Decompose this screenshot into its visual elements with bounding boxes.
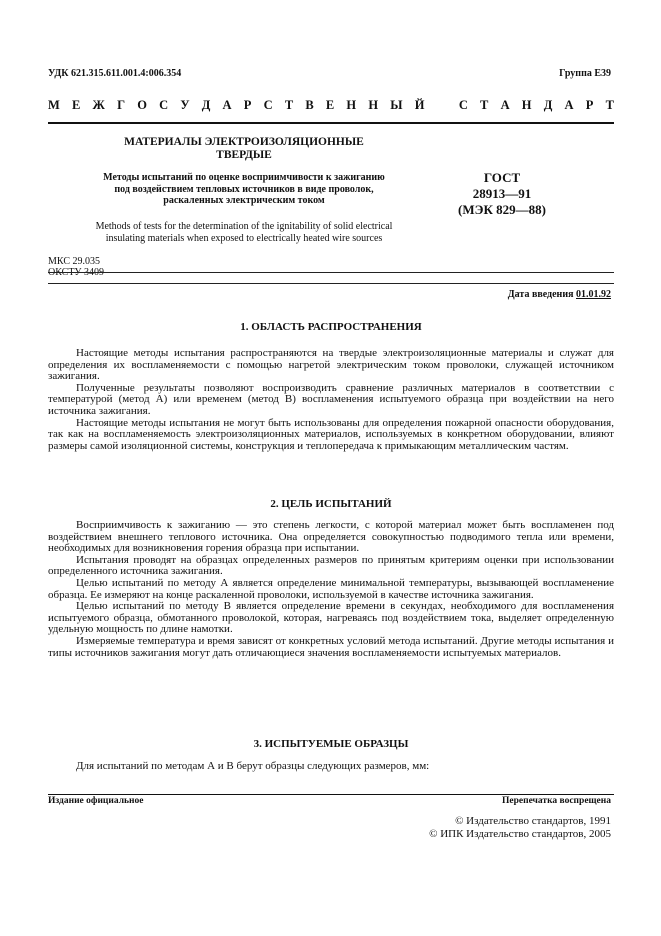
banner-letter: Н (346, 98, 357, 112)
reprint-prohibited-label: Перепечатка воспрещена (501, 796, 611, 806)
group-code: Группа Е39 (559, 68, 611, 79)
banner-letter: Й (414, 98, 425, 112)
document-title: МАТЕРИАЛЫ ЭЛЕКТРОИЗОЛЯЦИОННЫЕ ТВЕРДЫЕ (124, 136, 364, 161)
copyright-line: © Издательство стандартов, 1991 (455, 815, 611, 827)
banner-letter: С (159, 98, 169, 112)
banner-letter: Н (368, 98, 379, 112)
copyright-line: © ИПК Издательство стандартов, 2005 (429, 828, 611, 840)
gost-designation (432, 170, 572, 218)
mks-code: МКС 29.035 (48, 256, 100, 267)
banner-letter: У (180, 98, 190, 112)
banner-letter: Ы (390, 98, 403, 112)
gost-number: 28913—91 (472, 186, 532, 201)
paragraph: Для испытаний по методам А и В берут образцы следующих размеров, мм: (76, 760, 430, 772)
banner-letter: В (305, 98, 314, 112)
banner-letter (437, 98, 447, 113)
english-title: Methods of tests for the determination of the ignitability of solid electrical insulating materials when exposed to electrically heated wire sources (95, 221, 393, 244)
banner-letter: Ж (92, 98, 105, 112)
section-heading: 1. ОБЛАСТЬ РАСПРОСТРАНЕНИЯ (240, 321, 422, 333)
classification-codes (48, 256, 104, 278)
paragraph: Восприимчивость к зажиганию — это степень легкости, с которой материал может быть воспламенен под воздействием внешнего теплового источника. Она определяется совокупностью подводимого тепла или времени, необходимых для возникновения горения образца при испытании. (48, 519, 614, 555)
section-heading: 2. ЦЕЛЬ ИСПЫТАНИЙ (270, 498, 392, 510)
banner-letter: Е (72, 98, 81, 112)
banner-letter: А (564, 98, 574, 112)
header-rule (48, 122, 614, 124)
banner-letter: О (137, 98, 147, 112)
paragraph: Измеряемые температура и время зависят от конкретных условий метода испытаний. Другие методы испытания и типы источников зажигания могут дать отличающиеся значения воспламеняемости испытуемых материалов. (48, 634, 614, 659)
footer-rule (48, 794, 614, 795)
banner-letter: Д (543, 98, 553, 112)
banner-letter: Т (480, 98, 489, 112)
banner-letter: Н (521, 98, 532, 112)
banner-letter: С (263, 98, 273, 112)
banner-letter: А (222, 98, 232, 112)
official-edition-label: Издание официальное (48, 796, 144, 806)
introduction-date: Дата введения 01.01.92 (507, 289, 611, 300)
document-subtitle: Методы испытаний по оценке восприимчивости к зажиганию под воздействием тепловых источников в виде проволок, раскаленных электрическим током (103, 172, 385, 206)
gost-label: ГОСТ (483, 170, 521, 185)
paragraph: Полученные результаты позволяют воспроизводить сравнение различных материалов в соответствии с температурой (метод А) или временем (метод В) воспламенения испытуемого образца при воздействии на него источника зажигания. (48, 381, 614, 417)
paragraph: Целью испытаний по методу В является определение времени в секундах, необходимого для воспламенения испытуемого образца, обмотанного проволокой, которая, нагреваясь под воздействием тока, выделяет определенную удельную мощность по длине намотки. (48, 600, 614, 636)
udk-code: УДК 621.315.611.001.4:006.354 (48, 68, 182, 79)
iec-number: (МЭК 829—88) (458, 202, 546, 217)
paragraph: Испытания проводят на образцах определенных размеров по принятым критериям оценки при использовании определенного источника зажигания. (48, 553, 614, 578)
banner-letter: Е (325, 98, 335, 112)
interstate-standard-banner (48, 98, 614, 113)
paragraph: Настоящие методы испытания не могут быть использованы для определения пожарной опасности оборудования, так как на воспламеняемость электроизоляционных материалов, используемых в конкретном оборудовании, влияют размеры самой изоляционной системы, конструкция и теплопередача к примыкающим металлическим частям. (48, 416, 614, 452)
divider-line (48, 283, 614, 284)
section-body (48, 520, 614, 659)
paragraph: Целью испытаний по методу А является определение минимальной температуры, вызывающей воспламенение образца. Ее измеряют на конце раскаленной проволоки, используемой в качестве источника зажигания. (48, 576, 614, 601)
banner-letter: Р (585, 98, 594, 112)
divider-line (48, 272, 614, 273)
banner-letter: Т (605, 98, 614, 112)
banner-letter: Р (243, 98, 252, 112)
okstu-code: ОКСТУ 3409 (48, 267, 105, 278)
banner-letter: Д (201, 98, 211, 112)
banner-letter: Т (284, 98, 294, 112)
banner-letter: А (500, 98, 510, 112)
section-body (48, 761, 614, 773)
banner-letter: М (48, 98, 60, 112)
section-body (48, 348, 614, 452)
banner-letter: С (458, 98, 468, 112)
introduction-date-value: 01.01.92 (576, 289, 611, 300)
section-heading: 3. ИСПЫТУЕМЫЕ ОБРАЗЦЫ (253, 738, 409, 750)
banner-letter: Г (117, 98, 126, 112)
paragraph: Настоящие методы испытания распространяются на твердые электроизоляционные материалы и служат для определения их воспламеняемости с помощью нагретой электрическим током проволоки, служащей источником зажигания. (48, 347, 614, 383)
